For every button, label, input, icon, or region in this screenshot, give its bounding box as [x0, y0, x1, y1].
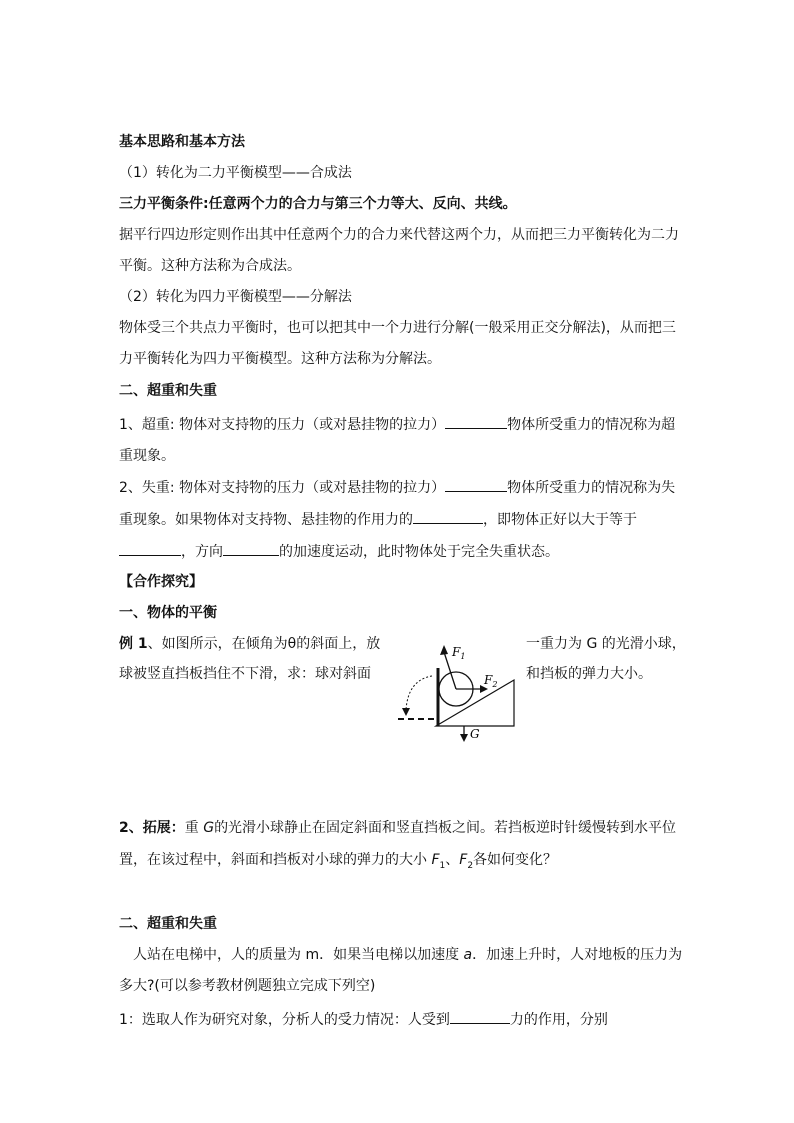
example1-line-1 [119, 634, 380, 654]
extension-var-F2: F [459, 852, 468, 868]
method1-text-1: 据平行四边形定则作出其中任意两个力的合力来代替这两个力，从而把三力平衡转化为二力 [119, 227, 679, 243]
force-F1-arrowhead [440, 645, 448, 655]
example1-text-a: 、如图所示，在倾角为θ的斜面上，放 [147, 636, 381, 652]
extension-var-G: G [203, 820, 215, 836]
answer-blank[interactable] [223, 541, 279, 556]
overweight-definition [119, 414, 675, 435]
elevator-question-1 [119, 1009, 608, 1030]
example1-label: 例 1 [119, 636, 148, 652]
answer-blank[interactable] [450, 1009, 510, 1024]
section-title-overweight: 二、超重和失重 [119, 383, 217, 399]
weightless-line-3 [119, 541, 559, 562]
elevator-text-c: 多大?(可以参考教材例题独立完成下列空) [119, 978, 376, 994]
elevator-text-b: ．加速上升时，人对地板的压力为 [472, 947, 683, 963]
elevator-text-a: 人站在电梯中，人的质量为 m．如果当电梯以加速度 [133, 947, 464, 963]
answer-blank[interactable] [119, 541, 181, 556]
weightless-text-f: 的加速度运动，此时物体处于完全失重状态。 [279, 544, 559, 560]
question1-text-b: 力的作用，分别 [509, 1012, 608, 1028]
subsection-equilibrium: 一、物体的平衡 [119, 605, 217, 621]
example1-text-b: 一重力为 G 的光滑小球， [526, 636, 686, 652]
extension-text-a: 重 [184, 820, 204, 836]
extension-var-F2-sub: 2 [467, 860, 474, 871]
weightless-text-a: 2、失重: 物体对支持物的压力（或对悬挂物的拉力） [119, 480, 446, 496]
extension-var-F1: F [431, 852, 440, 868]
method1-heading: （1）转化为二力平衡模型——合成法 [119, 165, 352, 181]
force-G-arrowhead [460, 734, 468, 742]
method1-text-2: 平衡。这种方法称为合成法。 [119, 258, 301, 274]
weightless-line-2 [119, 509, 637, 530]
incline-ball-figure [392, 628, 524, 750]
extension-label: 2、拓展： [119, 820, 185, 836]
extension-text-d: 各如何变化？ [473, 852, 558, 868]
incline-diagram [392, 628, 524, 750]
method2-text-1: 物体受三个共点力平衡时，也可以把其中一个力进行分解(一般采用正交分解法)，从而把三 [119, 320, 676, 336]
overweight-text-c: 重现象。 [119, 448, 175, 464]
weightless-text-c: 重现象。如果物体对支持物、悬挂物的作用力的 [119, 512, 413, 528]
label-F2: $F_2$ [484, 673, 498, 689]
example1-text-d: 和挡板的弹力大小。 [526, 666, 652, 682]
answer-blank[interactable] [445, 414, 507, 429]
label-F1: $F_1$ [452, 645, 466, 661]
weightless-text-b: 物体所受重力的情况称为失 [507, 480, 676, 496]
extension-var-F1-sub: 1 [439, 860, 446, 871]
section-title-basic: 基本思路和基本方法 [119, 134, 245, 150]
elevator-var-a: a [463, 947, 473, 963]
method2-text-2: 力平衡转化为四力平衡模型。这种方法称为分解法。 [119, 351, 441, 367]
answer-blank[interactable] [445, 477, 507, 492]
answer-blank[interactable] [413, 509, 483, 524]
incline-triangle [436, 680, 514, 726]
weightless-text-d: ，即物体正好以大于等于 [483, 512, 637, 528]
extension-text-c: 置，在该过程中，斜面和挡板对小球的弹力的大小 [119, 852, 432, 868]
extension-sep: 、 [445, 852, 460, 868]
question1-text-a: 1：选取人作为研究对象，分析人的受力情况：人受到 [119, 1012, 450, 1028]
extension-line-2 [119, 850, 557, 876]
rotation-arrowhead [402, 708, 410, 716]
overweight-text-b: 物体所受重力的情况称为超 [507, 417, 676, 433]
weightless-definition [119, 477, 675, 498]
label-G: G [470, 727, 480, 741]
extension-text-b: 的光滑小球静止在固定斜面和竖直挡板之间。若挡板逆时针缓慢转到水平位 [214, 820, 677, 836]
rotation-arc [406, 676, 432, 710]
section3-title: 二、超重和失重 [119, 916, 217, 932]
three-force-condition: 三力平衡条件:任意两个力的合力与第三个力等大、反向、共线。 [119, 196, 517, 212]
overweight-text-a: 1、超重: 物体对支持物的压力（或对悬挂物的拉力） [119, 417, 446, 433]
elevator-problem-line-1 [133, 945, 682, 965]
example1-text-c: 球被竖直挡板挡住不下滑，求：球对斜面 [119, 666, 371, 682]
method2-heading: （2）转化为四力平衡模型——分解法 [119, 289, 352, 305]
weightless-text-e: ，方向 [181, 544, 223, 560]
cooperate-title: 【合作探究】 [119, 574, 203, 590]
extension-line-1 [119, 818, 676, 838]
